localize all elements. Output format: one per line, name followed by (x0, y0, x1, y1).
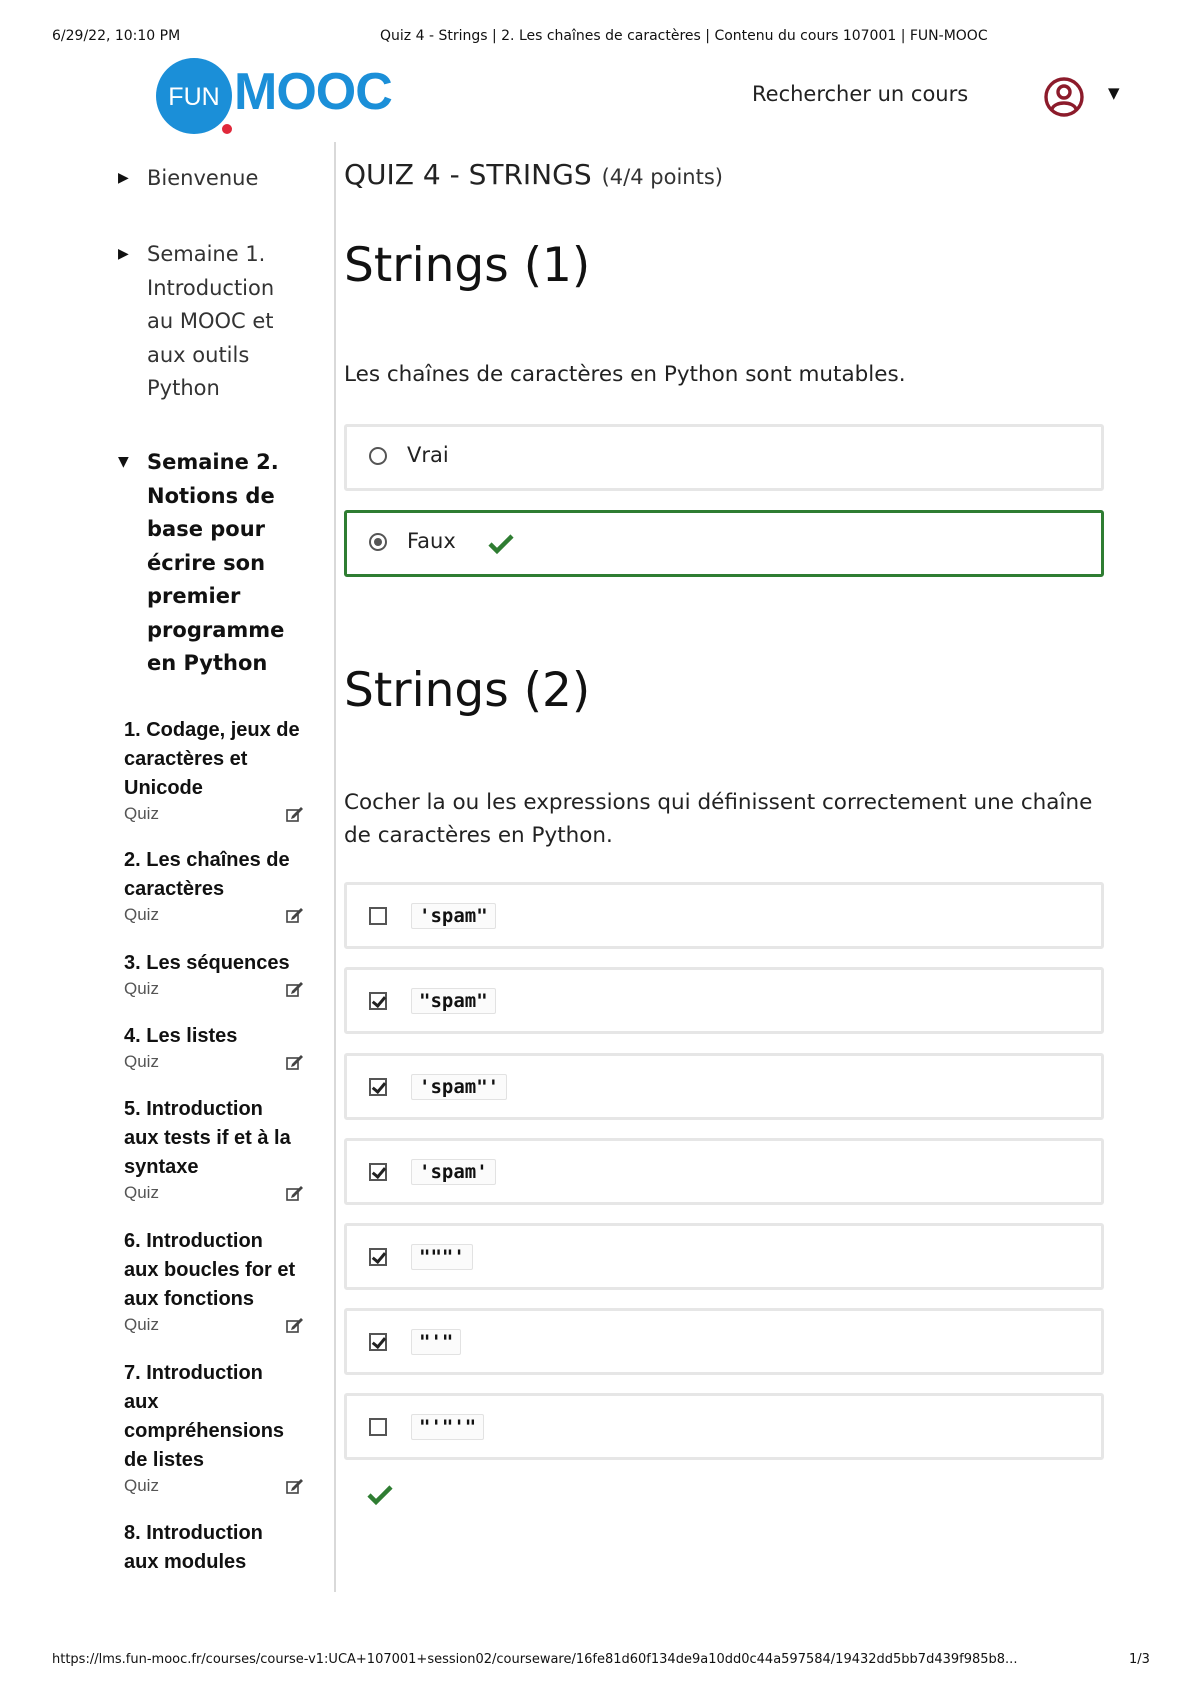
edit-icon (286, 1185, 304, 1201)
print-date: 6/29/22, 10:10 PM (52, 28, 181, 44)
problem-1-prompt: Les chaînes de caractères en Python sont mutables. (344, 362, 906, 387)
quiz-title (344, 158, 723, 191)
sequence-title: 1. Codage, jeux de caractères et Unicode (124, 719, 300, 799)
code-expression: "spam" (411, 988, 496, 1014)
choice-label: Faux (407, 529, 456, 553)
sequence-title: 7. Introduction aux compréhensions de listes (124, 1362, 285, 1471)
code-expression: "'"'" (411, 1414, 484, 1440)
checkbox-choice[interactable] (344, 1393, 1104, 1460)
correct-check-icon (487, 533, 515, 555)
checkbox[interactable] (369, 907, 387, 925)
sequence-item[interactable] (124, 1022, 304, 1072)
code-expression: 'spam' (411, 1159, 496, 1185)
fun-mooc-logo[interactable] (156, 56, 406, 138)
sequence-type: Quiz (124, 1052, 159, 1071)
checkbox-checked[interactable] (369, 1078, 387, 1096)
sequence-title: 5. Introduction aux tests if et à la syntaxe (124, 1098, 291, 1178)
sequence-type: Quiz (124, 804, 159, 823)
quiz-title-text: QUIZ 4 - STRINGS (344, 158, 592, 191)
sequence-item-active[interactable] (124, 846, 304, 925)
choice-label: Vrai (407, 443, 449, 467)
sequence-title: 8. Introduction aux modules (124, 1522, 263, 1573)
checkbox-checked[interactable] (369, 1333, 387, 1351)
checkbox-checked[interactable] (369, 1163, 387, 1181)
quiz-points: (4/4 points) (601, 165, 723, 189)
chevron-right-icon: ▶ (118, 246, 129, 262)
sidebar-divider (334, 142, 336, 1592)
sequence-type: Quiz (124, 979, 159, 998)
sequence-title: 2. Les chaînes de caractères (124, 849, 290, 900)
chevron-down-icon: ▼ (118, 454, 129, 470)
checkbox-checked[interactable] (369, 1248, 387, 1266)
radio-button-selected[interactable] (369, 533, 387, 551)
checkbox-choice[interactable] (344, 882, 1104, 949)
sequence-item[interactable] (124, 1359, 304, 1496)
checkbox-checked[interactable] (369, 992, 387, 1010)
code-expression: 'spam" (411, 903, 496, 929)
checkbox[interactable] (369, 1418, 387, 1436)
sequence-title: 6. Introduction aux boucles for et aux fonctions (124, 1230, 296, 1310)
logo-dot (222, 124, 232, 134)
code-expression: """' (411, 1244, 473, 1270)
sequence-item[interactable] (124, 1519, 304, 1577)
problem-2-title: Strings (2) (344, 663, 591, 718)
user-circle-icon[interactable] (1043, 76, 1085, 118)
sequence-type: Quiz (124, 1476, 159, 1495)
print-page-number: 1/3 (1129, 1652, 1150, 1667)
sequence-item[interactable] (124, 1227, 304, 1335)
sequence-title: 4. Les listes (124, 1025, 238, 1047)
choice-vrai[interactable] (344, 424, 1104, 491)
chapter-semaine-1[interactable] (118, 238, 298, 406)
edit-icon (286, 1478, 304, 1494)
sequence-type: Quiz (124, 905, 159, 924)
sequence-type: Quiz (124, 1183, 159, 1202)
checkbox-choice[interactable] (344, 1053, 1104, 1120)
sequence-item[interactable] (124, 1095, 304, 1203)
checkbox-choice[interactable] (344, 1223, 1104, 1290)
user-menu-caret-icon[interactable]: ▼ (1108, 84, 1120, 102)
edit-icon (286, 981, 304, 997)
chapter-semaine-2[interactable] (118, 446, 298, 681)
code-expression: 'spam"' (411, 1074, 507, 1100)
search-courses-link[interactable]: Rechercher un cours (752, 82, 969, 106)
print-url: https://lms.fun-mooc.fr/courses/course-v1:UCA+107001+session02/courseware/16fe81d60f134de9a10dd0c44a597584/19432dd5bb7d439f985b8... (52, 1652, 1018, 1667)
problem-1-title: Strings (1) (344, 238, 591, 293)
chapter-bienvenue[interactable] (118, 162, 298, 196)
edit-icon (286, 806, 304, 822)
sequence-item[interactable] (124, 716, 304, 824)
checkbox-choice[interactable] (344, 967, 1104, 1034)
radio-button[interactable] (369, 447, 387, 465)
edit-icon (286, 1054, 304, 1070)
chapter-label: Semaine 2. Notions de base pour écrire son premier programme en Python (147, 450, 285, 675)
edit-icon (286, 907, 304, 923)
chevron-right-icon: ▶ (118, 170, 129, 186)
logo-fun-text: FUN (168, 83, 220, 111)
print-page-title: Quiz 4 - Strings | 2. Les chaînes de caractères | Contenu du cours 107001 | FUN-MOOC (380, 28, 988, 44)
edit-icon (286, 1317, 304, 1333)
correct-check-icon (366, 1484, 394, 1506)
sequence-title: 3. Les séquences (124, 952, 290, 974)
sequence-type: Quiz (124, 1315, 159, 1334)
choice-faux[interactable] (344, 510, 1104, 577)
sequence-item[interactable] (124, 949, 304, 999)
chapter-label: Semaine 1. Introduction au MOOC et aux outils Python (147, 242, 275, 400)
logo-mooc-text: MOOC (234, 63, 392, 121)
checkbox-choice[interactable] (344, 1308, 1104, 1375)
chapter-label: Bienvenue (147, 166, 259, 190)
code-expression: "'" (411, 1329, 461, 1355)
problem-2-prompt: Cocher la ou les expressions qui définissent correctement une chaîne de caractères en Python. (344, 790, 1093, 848)
checkbox-choice[interactable] (344, 1138, 1104, 1205)
